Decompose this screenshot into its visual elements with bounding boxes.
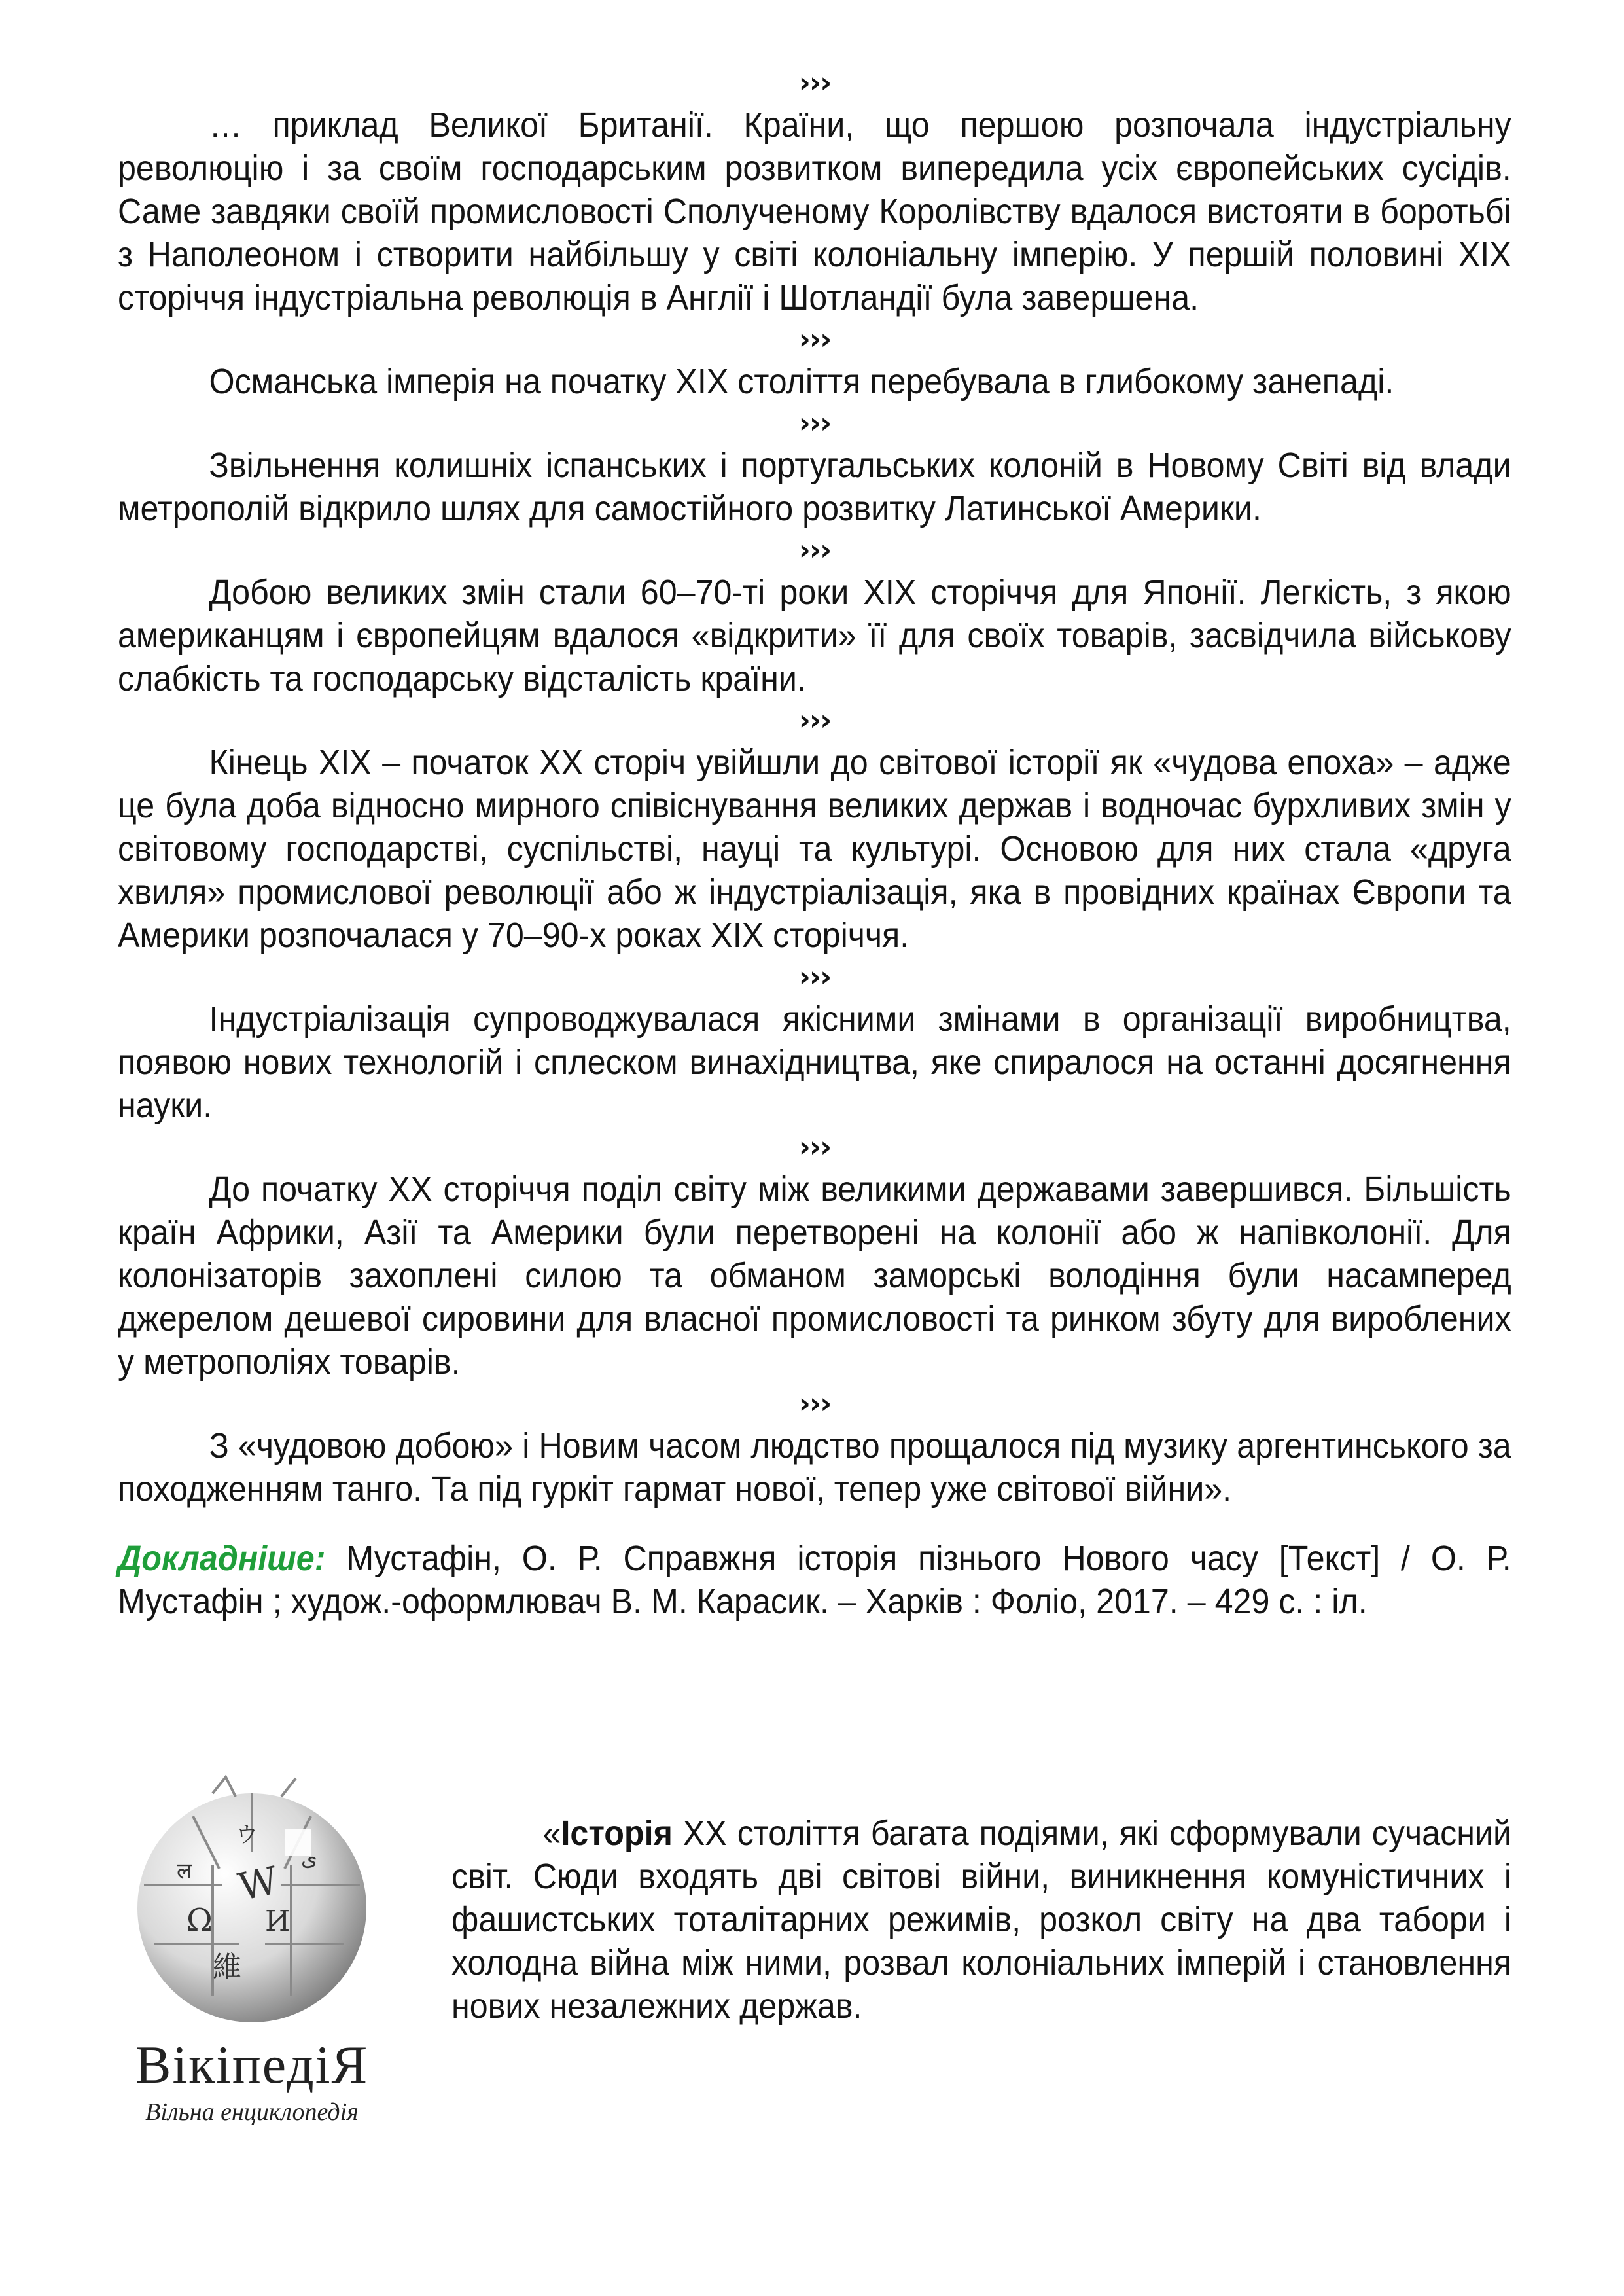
separator-marker: ››› [798,66,831,99]
article-body [118,63,1511,1623]
svg-text:W: W [234,1857,282,1910]
separator-marker: ››› [798,406,831,440]
reference-label: Докладніше: [118,1539,326,1578]
separator-marker: ››› [798,1130,831,1164]
wikipedia-tagline: Вільна енциклопедія [145,2098,359,2126]
reference-text: Мустафін, О. Р. Справжня історія пізнього Нового часу [Текст] / О. Р. Мустафін ; худож.-оформлювач В. М. Карасик. – Харків : Фоліо, 2017. – 429 с. : іл. [118,1539,1511,1621]
wikipedia-wordmark: ВікіпедіЯ [135,2035,369,2094]
svg-text:ی: ی [301,1846,318,1871]
svg-text:ल: ल [177,1858,192,1884]
svg-text:Ω: Ω [186,1902,213,1939]
paragraph: З «чудовою добою» і Новим часом людство прощалося під музику аргентинського за походженням танго. Та під гуркіт гармат нової, тепер уже світової війни». [118,1426,1511,1509]
svg-text:維: 維 [213,1950,241,1984]
separator-marker: ››› [798,533,831,567]
svg-text:И: И [265,1905,291,1938]
separator-marker: ››› [798,960,831,994]
quote-term: Історія [561,1814,673,1853]
wikipedia-logo [115,1767,389,2134]
paragraph: Османська імперія на початку XIX століття перебувала в глибокому занепаді. [209,362,1394,401]
reference-citation [118,1537,1511,1623]
paragraph: Добою великих змін стали 60–70-ті роки XIX сторіччя для Японії. Легкість, з якою американцям і європейцям вдалося «відкрити» її для своїх товарів, засвідчила військову слабкість та господарську відсталість країни. [118,573,1511,698]
paragraph: … приклад Великої Британії. Країни, що першою розпочала індустріальну революцію і за своїм господарським розвитком випередила усіх європейських сусідів. Саме завдяки своїй промисловості Сполученому Королівству вдалося вистояти в боротьбі з Наполеоном і створити найбільшу у світі колоніальну імперію. У першій половині XIX сторіччя індустріальна революція в Англії і Шотландії була завершена. [118,105,1511,317]
paragraph: Індустріалізація супроводжувалася якісними змінами в організації виробництва, появою нових технологій і сплеском винахідництва, яке спиралося на останні досягнення науки. [118,999,1511,1125]
separator-marker: ››› [798,323,831,356]
paragraph: Кінець XIX – початок XX сторіч увійшли до світової історії як «чудова епоха» – адже це була доба відносно мирного співіснування великих держав і водночас бурхливих змін у світовому господарстві, суспільстві, науці та культурі. Основою для них стала «друга хвиля» промислової революції або ж індустріалізація, яка в провідних країнах Європи та Америки розпочалася у 70–90-х роках XIX сторіччя. [118,743,1511,955]
quote-open-mark: « [542,1814,561,1853]
paragraph: Звільнення колишніх іспанських і португальських колоній в Новому Світі від влади метрополій відкрило шлях для самостійного розвитку Латинської Америки. [118,446,1511,528]
separator-marker: ››› [798,1387,831,1420]
paragraph: До початку XX сторіччя поділ світу між великими державами завершився. Більшість країн Африки, Азії та Америки були перетворені на колонії або ж напівколонії. Для колонізаторів захоплені силою та обманом заморські володіння були насамперед джерелом дешевої сировини для власної промисловості та ринком збуту для вироблених у метрополіях товарів. [118,1170,1511,1382]
quote-text: XX століття багата подіями, які сформували сучасний світ. Сюди входять дві світові війни, виникнення комуністичних і фашистських тоталітарних режимів, розкол світу на два табори і холодна війна між ними, розвал колоніальних імперій і становлення нових незалежних держав. [451,1814,1512,2026]
wikipedia-puzzle-globe-icon [115,1767,389,2029]
wikipedia-quote [451,1812,1511,2028]
separator-marker: ››› [798,704,831,737]
svg-text:ウ: ウ [236,1822,258,1848]
